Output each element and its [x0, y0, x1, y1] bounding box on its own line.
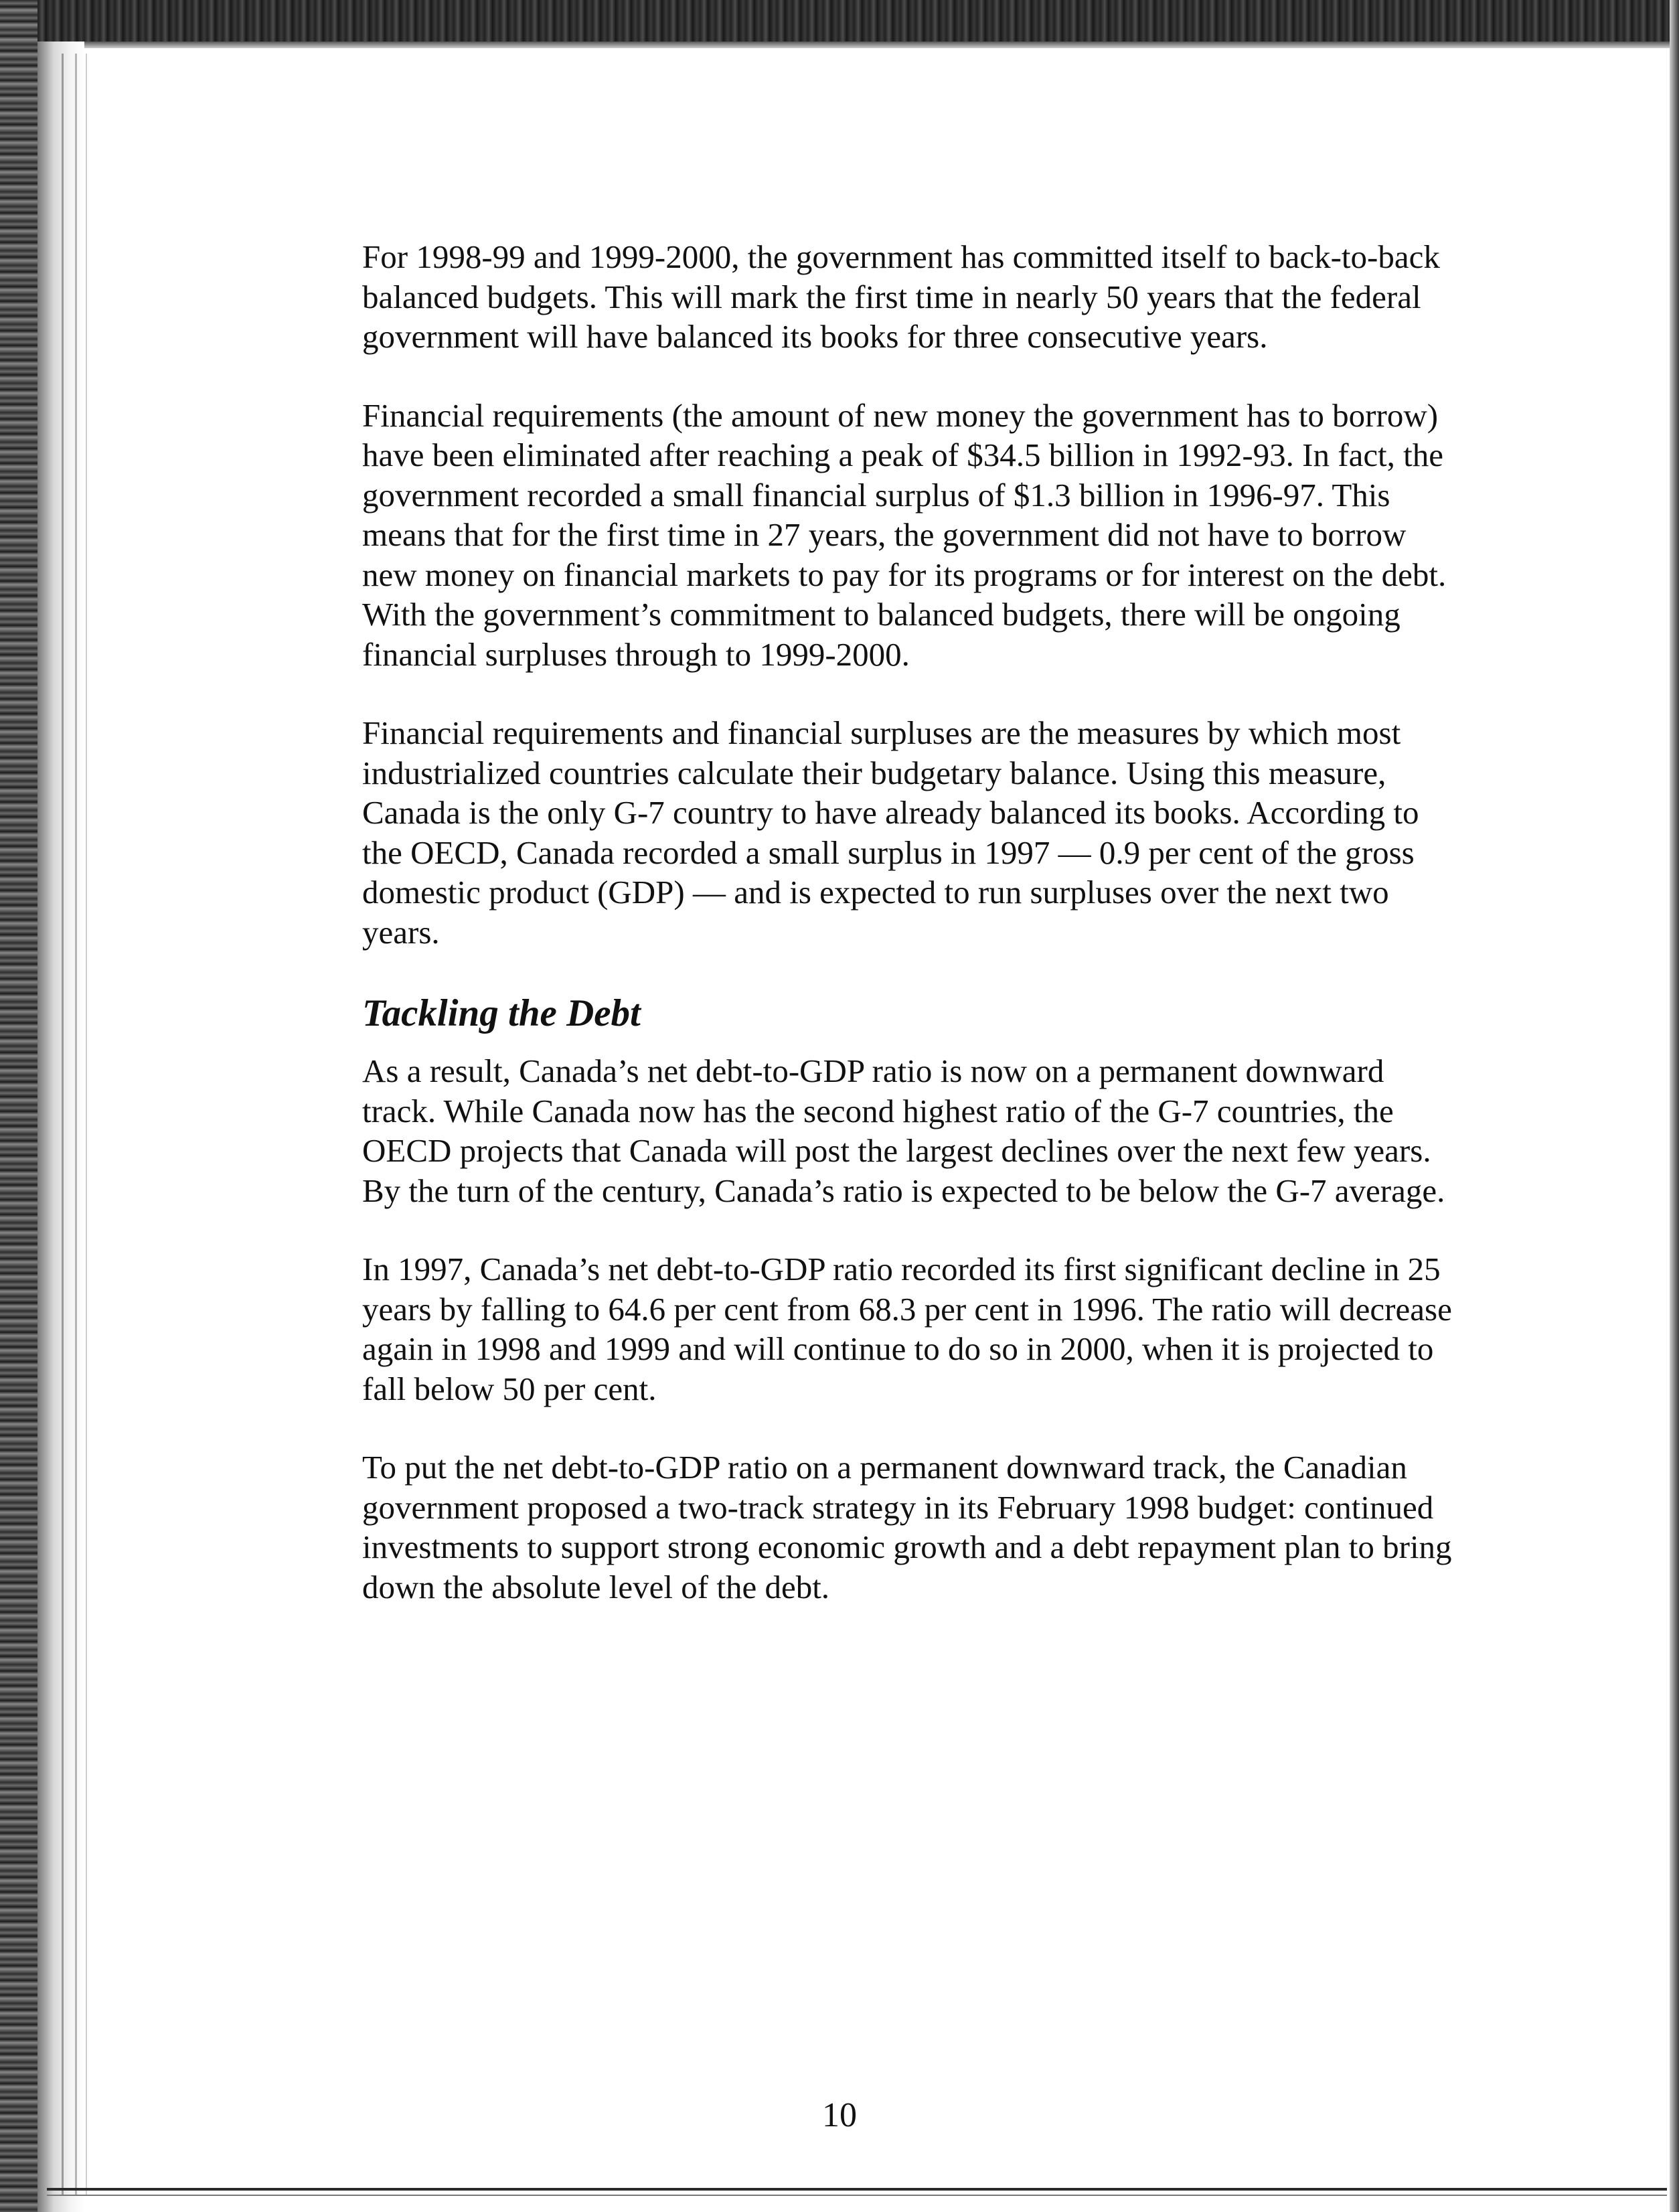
paragraph-two-track-strategy: To put the net debt-to-GDP ratio on a permanent downward track, the Canadian government proposed a two-track strategy in its February 1998 budget: continued investments to support strong economic growth and a debt repayment plan to bring down the absolute level of the debt.	[362, 1449, 1452, 1605]
page-body	[362, 237, 1460, 1646]
binding-line	[86, 54, 87, 2196]
paragraph-financial-requirements: Financial requirements (the amount of new money the government has to borrow) have been eliminated after reaching a peak of $34.5 billion in 1992-93. In fact, the government recorded a small financial surplus of $1.3 billion in 1996-97. This means that for the first time in 27 years, the government did not have to borrow new money on financial markets to pay for its programs or for interest on the debt. With the government’s commitment to balanced budgets, there will be ongoing financial surpluses through to 1999-2000.	[362, 396, 1447, 673]
page-number: 10	[822, 2096, 857, 2134]
binding-line	[75, 54, 77, 2196]
scan-bottom-rule	[47, 2188, 1667, 2191]
binding-line	[62, 54, 64, 2196]
scan-bottom-rule	[47, 2195, 1667, 2196]
paragraph-debt-ratio-track: As a result, Canada’s net debt-to-GDP ratio is now on a permanent downward track. While Canada now has the second highest ratio of the G-7 countries, the OECD projects that Canada will post the largest declines over the next few years. By the turn of the century, Canada’s ratio is expected to be below the G-7 average.	[362, 1052, 1445, 1209]
scan-left-shade	[37, 42, 84, 2212]
scan-top-edge	[0, 0, 1679, 42]
paragraph-balanced-budgets: For 1998-99 and 1999-2000, the government has committed itself to back-to-back balanced budgets. This will mark the first time in nearly 50 years that the federal government will have balanced its books for three consecutive years.	[362, 238, 1440, 355]
paragraph-budgetary-balance: Financial requirements and financial surpluses are the measures by which most industrialized countries calculate their budgetary balance. Using this measure, Canada is the only G-7 country to have already balanced its books. According to the OECD, Canada recorded a small surplus in 1997 — 0.9 per cent of the gross domestic product (GDP) — and is expected to run surpluses over the next two years.	[362, 714, 1419, 951]
paragraph-debt-ratio-1997: In 1997, Canada’s net debt-to-GDP ratio recorded its first significant decline in 25 years by falling to 64.6 per cent from 68.3 per cent in 1996. The ratio will decrease again in 1998 and 1999 and will continue to do so in 2000, when it is projected to fall below 50 per cent.	[362, 1251, 1452, 1407]
scan-right-edge	[1670, 0, 1679, 2212]
scan-left-edge	[0, 0, 37, 2212]
section-heading: Tackling the Debt	[362, 992, 641, 1034]
scan-top-band	[0, 42, 1679, 48]
